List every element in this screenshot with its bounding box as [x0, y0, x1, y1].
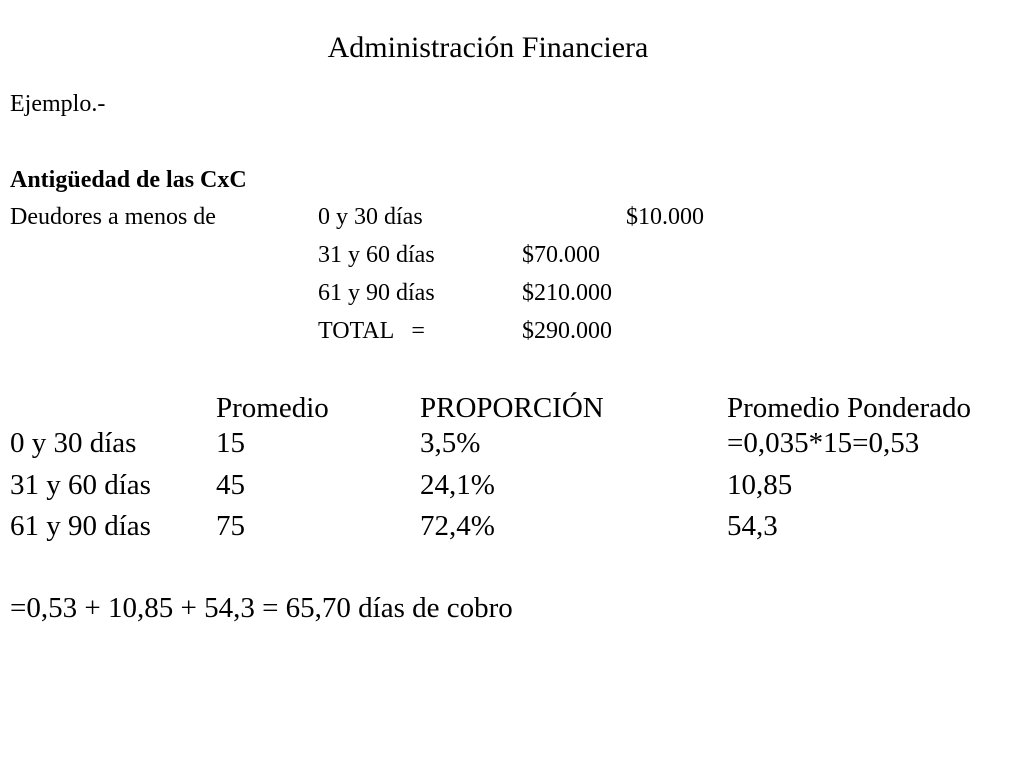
- deudores-range: 31 y 60 días: [318, 242, 435, 268]
- page-title: Administración Financiera: [327, 31, 649, 64]
- deudores-amount: $10.000: [626, 204, 704, 230]
- deudores-amount: $210.000: [522, 280, 612, 306]
- table-row: [0, 512, 1024, 548]
- deudores-total-row: [0, 319, 1024, 349]
- deudores-row: [0, 281, 1024, 311]
- deudores-amount: $70.000: [522, 242, 600, 268]
- row-ponderado: 54,3: [727, 510, 778, 542]
- section-heading: Antigüedad de las CxC: [10, 167, 247, 193]
- header-promedio: Promedio: [216, 392, 329, 424]
- result-formula: =0,53 + 10,85 + 54,3 = 65,70 días de cobro: [10, 592, 513, 624]
- header-ponderado: Promedio Ponderado: [727, 392, 972, 424]
- row-range: 61 y 90 días: [10, 510, 151, 542]
- deudores-range: 61 y 90 días: [318, 280, 435, 306]
- row-proporcion: 72,4%: [420, 510, 495, 542]
- promedio-header-row: [0, 394, 1024, 430]
- deudores-range: 0 y 30 días: [318, 204, 423, 230]
- deudores-label: Deudores a menos de: [10, 204, 216, 230]
- row-proporcion: 3,5%: [420, 427, 481, 459]
- example-label: Ejemplo.-: [10, 91, 106, 117]
- row-proporcion: 24,1%: [420, 469, 495, 501]
- row-promedio: 45: [216, 469, 245, 501]
- row-ponderado: =0,035*15=0,53: [727, 427, 920, 459]
- deudores-row: [0, 243, 1024, 273]
- row-promedio: 15: [216, 427, 245, 459]
- header-proporcion: PROPORCIÓN: [420, 392, 604, 424]
- deudores-row: [0, 205, 1024, 235]
- row-range: 31 y 60 días: [10, 469, 151, 501]
- row-range: 0 y 30 días: [10, 427, 137, 459]
- row-promedio: 75: [216, 510, 245, 542]
- deudores-total-label: TOTAL =: [318, 318, 425, 344]
- table-row: [0, 471, 1024, 507]
- row-ponderado: 10,85: [727, 469, 793, 501]
- deudores-total-amount: $290.000: [522, 318, 612, 344]
- table-row: [0, 429, 1024, 465]
